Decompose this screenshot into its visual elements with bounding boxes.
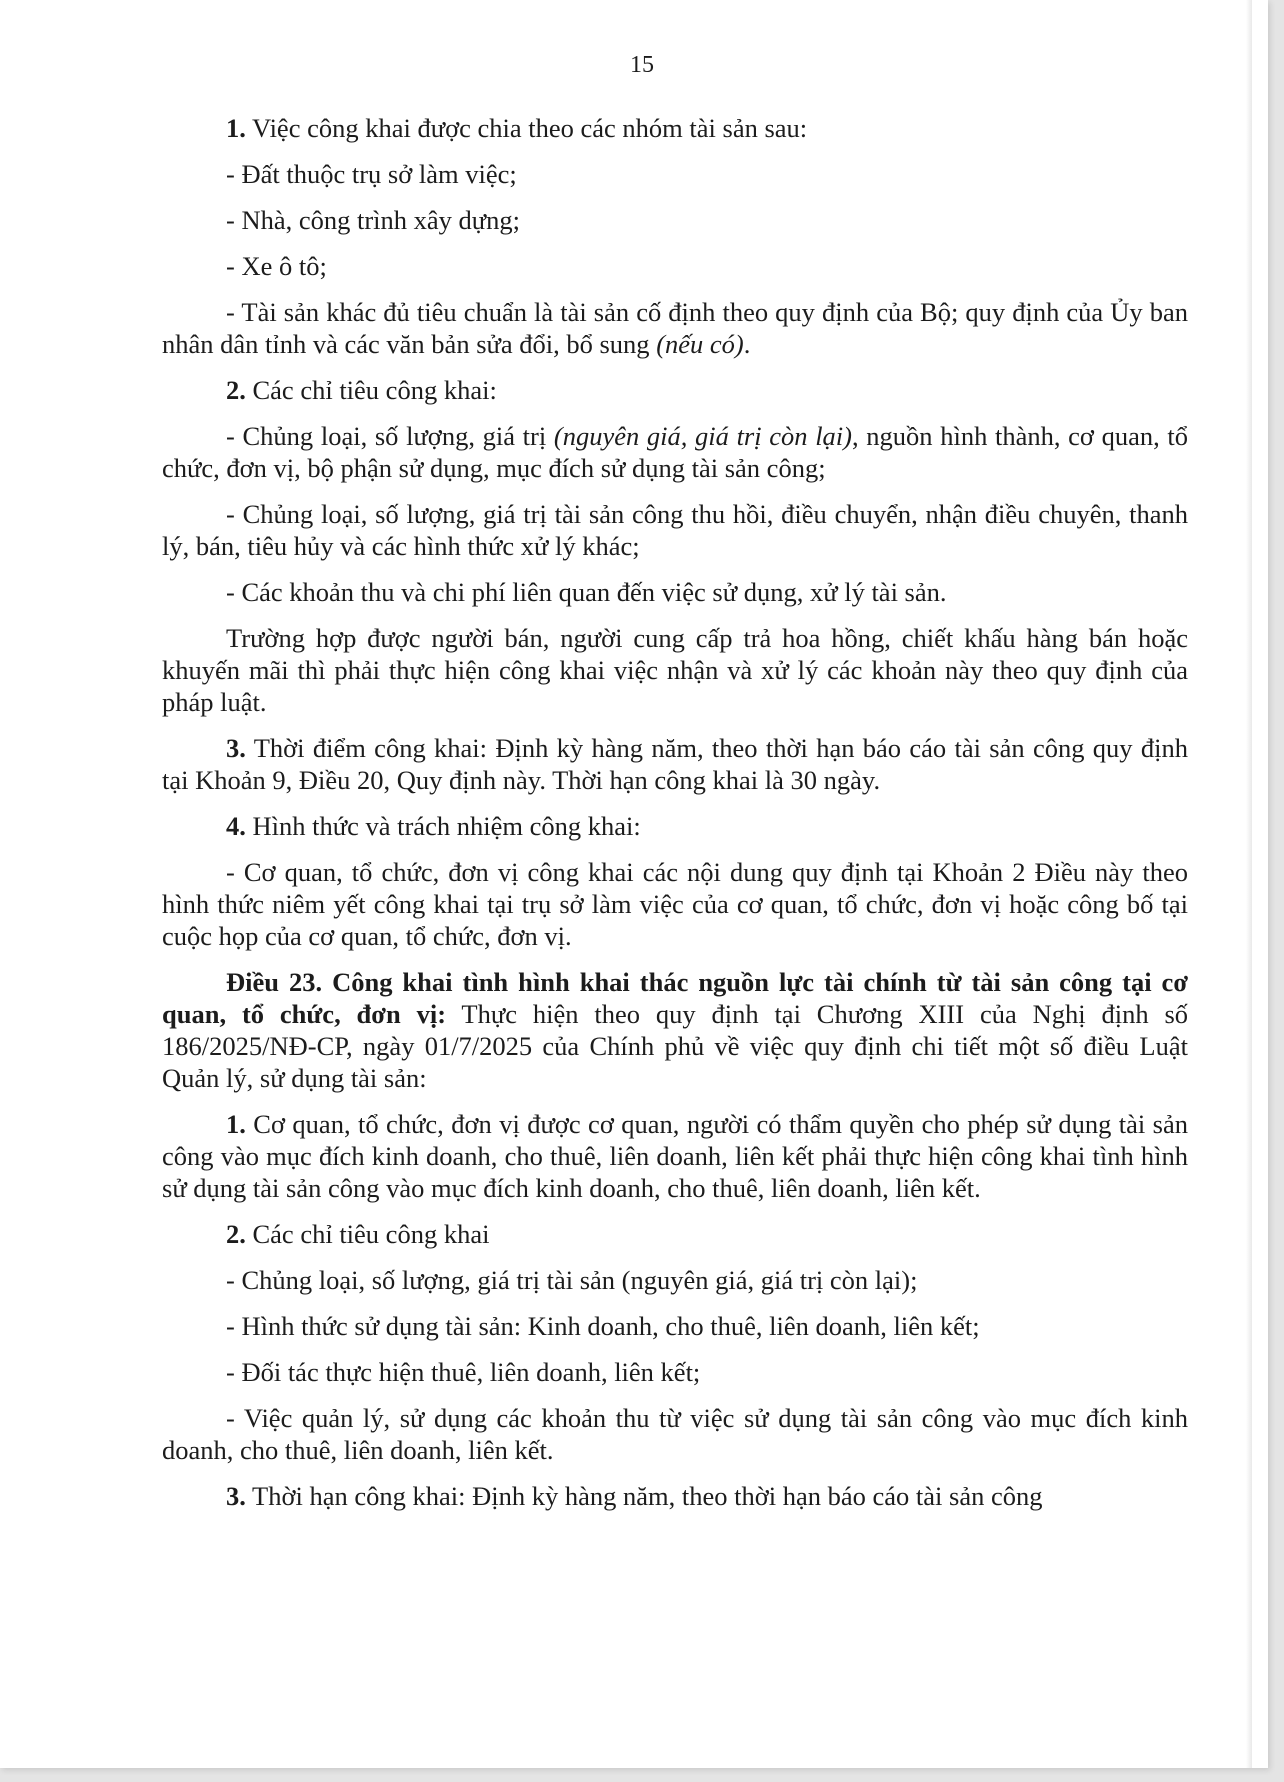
paragraph-text: Thực hiện theo quy định tại Chương XIII của Nghị định số 186/2025/NĐ-CP, ngày 01/7/2025 của Chính phủ về việc quy định chi tiết một số điều Luật Quản lý, sử dụng tài sản: — [162, 999, 1189, 1093]
list-item: - Đất thuộc trụ sở làm việc; — [226, 159, 517, 189]
list-item: - Xe ô tô; — [226, 251, 327, 281]
paragraph: Trường hợp được người bán, người cung cấp trả hoa hồng, chiết khấu hàng bán hoặc khuyến mãi thì phải thực hiện công khai việc nhận và xử lý các khoản này theo quy định của pháp luật. — [162, 623, 1188, 717]
list-item: - Cơ quan, tổ chức, đơn vị công khai các nội dung quy định tại Khoản 2 Điều này theo hình thức niêm yết công khai tại trụ sở làm việc của cơ quan, tổ chức, đơn vị hoặc công bố tại cuộc họp của cơ quan, tổ chức, đơn vị. — [162, 857, 1188, 951]
clause-number: 2. — [226, 375, 246, 405]
paragraph-text: - Tài sản khác đủ tiêu chuẩn là tài sản cố định theo quy định của Bộ; quy định của Ủy ban nhân dân tỉnh và các văn bản sửa đổi, bổ sung — [162, 297, 1188, 359]
list-item: - Các khoản thu và chi phí liên quan đến việc sử dụng, xử lý tài sản. — [226, 577, 947, 607]
paragraph-text: , nguồn hình thành, cơ quan, tổ chức, đơn vị, bộ phận sử dụng, mục đích sử dụng tài sản công; — [162, 421, 1188, 483]
clause-number: 1. — [226, 113, 246, 143]
clause-number: 2. — [226, 1219, 246, 1249]
list-item — [162, 296, 1188, 360]
clause-number: 3. — [226, 733, 246, 763]
paragraph-text: Thời hạn công khai: Định kỳ hàng năm, theo thời hạn báo cáo tài sản công — [245, 1481, 1043, 1511]
page-number: 15 — [630, 52, 654, 78]
paragraph-text: . — [743, 329, 751, 359]
paragraph-text: Các chỉ tiêu công khai: — [245, 375, 497, 405]
list-item: - Việc quản lý, sử dụng các khoản thu từ việc sử dụng tài sản công vào mục đích kinh doanh, cho thuê, liên doanh, liên kết. — [162, 1403, 1188, 1465]
italic-note: (nếu có) — [656, 329, 744, 359]
paragraph — [162, 1108, 1188, 1204]
paragraph-text: Thời điểm công khai: Định kỳ hàng năm, theo thời hạn báo cáo tài sản công quy định tại Khoản 9, Điều 20, Quy định này. Thời hạn công khai là 30 ngày. — [162, 733, 1188, 795]
list-item: - Đối tác thực hiện thuê, liên doanh, liên kết; — [226, 1357, 701, 1387]
paragraph — [162, 732, 1188, 796]
list-item: - Hình thức sử dụng tài sản: Kinh doanh, cho thuê, liên doanh, liên kết; — [226, 1311, 980, 1341]
clause-number: 4. — [226, 811, 246, 841]
article-heading: Điều 23. Công khai tình hình khai thác nguồn lực tài chính từ tài sản công tại cơ quan, tổ chức, đơn vị: — [162, 967, 1188, 1029]
list-item: - Chủng loại, số lượng, giá trị tài sản công thu hồi, điều chuyển, nhận điều chuyên, thanh lý, bán, tiêu hủy và các hình thức xử lý khác; — [162, 499, 1188, 561]
paragraph-text: - Chủng loại, số lượng, giá trị — [226, 421, 554, 451]
italic-note: (nguyên giá, giá trị còn lại) — [553, 421, 852, 451]
paragraph-text: Cơ quan, tổ chức, đơn vị được cơ quan, người có thẩm quyền cho phép sử dụng tài sản công vào mục đích kinh doanh, cho thuê, liên doanh, liên kết phải thực hiện công khai tình hình sử dụng tài sản công vào mục đích kinh doanh, cho thuê, liên doanh, liên kết. — [162, 1109, 1188, 1203]
document-body — [162, 112, 1188, 1526]
list-item: - Nhà, công trình xây dựng; — [226, 205, 521, 235]
paragraph — [162, 1480, 1188, 1512]
page-edge — [1246, 0, 1252, 1768]
paragraph — [162, 810, 1188, 842]
paragraph-text: Việc công khai được chia theo các nhóm tài sản sau: — [245, 113, 808, 143]
article-paragraph — [162, 966, 1188, 1094]
clause-number: 3. — [226, 1481, 246, 1511]
paragraph — [162, 1218, 1188, 1250]
paragraph-text: Các chỉ tiêu công khai — [245, 1219, 490, 1249]
paragraph — [162, 112, 1188, 144]
list-item: - Chủng loại, số lượng, giá trị tài sản (nguyên giá, giá trị còn lại); — [226, 1265, 918, 1295]
paragraph — [162, 374, 1188, 406]
paragraph-text: Hình thức và trách nhiệm công khai: — [245, 811, 641, 841]
clause-number: 1. — [226, 1109, 246, 1139]
list-item — [162, 420, 1188, 484]
